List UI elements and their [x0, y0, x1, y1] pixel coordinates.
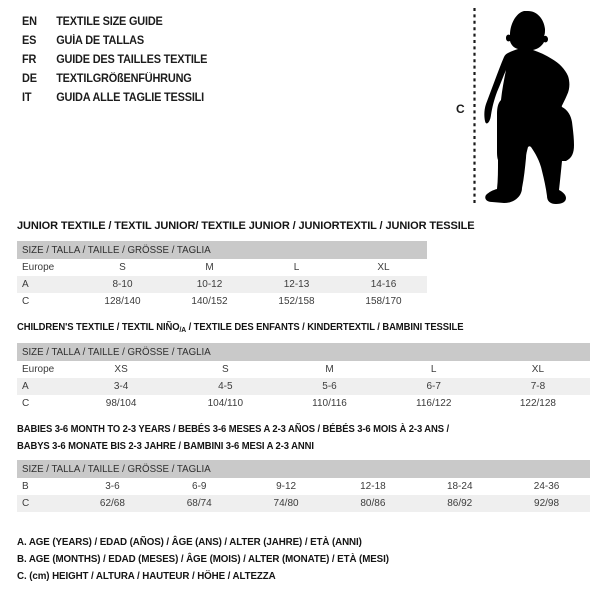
size-cell: S [119, 262, 126, 273]
language-title: GUIDE DES TAILLES TEXTILE [56, 53, 208, 66]
legend-line-a: A. AGE (YEARS) / EDAD (AÑOS) / ÂGE (ANS) / ALTER (JAHRE) / ETÀ (ANNI) [17, 535, 362, 548]
section-title-babies-line2: BABYS 3-6 MONATE BIS 2-3 JAHRE / BAMBINI 3-6 MESI A 2-3 ANNI [17, 440, 314, 452]
row-label: Europe [22, 364, 55, 375]
row-label: Europe [22, 262, 55, 273]
size-header-bar [17, 460, 590, 478]
measure-label-c: C [456, 102, 465, 116]
size-cell: M [205, 262, 214, 273]
language-title: GUIDA ALLE TAGLIE TESSILI [56, 91, 204, 104]
height-cell: 140/152 [191, 296, 228, 307]
months-cell: 18-24 [446, 481, 473, 492]
section-title-childrens [17, 321, 463, 336]
height-cell: 110/116 [312, 398, 347, 409]
height-cell: 62/68 [99, 498, 125, 509]
language-row-en [22, 12, 207, 31]
size-cell: S [221, 364, 229, 375]
height-cell: 98/104 [105, 398, 137, 409]
babies-size-table [17, 460, 590, 512]
size-cell: XL [531, 364, 545, 375]
size-header-text: SIZE / TALLA / TAILLE / GRÖSSE / TAGLIA [22, 346, 211, 358]
table-row-age [17, 276, 427, 293]
size-cell: M [325, 364, 334, 375]
legend-line-c: C. (cm) HEIGHT / ALTURA / HAUTEUR / HÖHE / ALTEZZA [17, 569, 276, 582]
table-row-europe [17, 361, 590, 378]
childrens-size-table [17, 343, 590, 412]
months-cell: 6-9 [192, 481, 207, 492]
table-row-height [17, 495, 590, 512]
table-row-age [17, 378, 590, 395]
table-row-europe [17, 259, 427, 276]
legend-line-b: B. AGE (MONTHS) / EDAD (MESES) / ÂGE (MOIS) / ALTER (MONATE) / ETÀ (MESI) [17, 552, 389, 565]
height-cell: 92/98 [534, 498, 560, 509]
age-cell: 8-10 [112, 279, 133, 290]
language-title: TEXTILE SIZE GUIDE [56, 15, 163, 28]
language-row-es [22, 31, 207, 50]
age-cell: 10-12 [196, 279, 223, 290]
months-cell: 12-18 [360, 481, 386, 492]
language-list [22, 12, 217, 107]
language-code: ES [22, 34, 37, 47]
language-title: GUÍA DE TALLAS [56, 34, 144, 47]
age-cell: 6-7 [426, 381, 441, 392]
row-label: C [22, 398, 30, 409]
age-cell: 3-4 [113, 381, 129, 392]
height-cell: 122/128 [519, 398, 556, 409]
title-subscript: /A [179, 325, 187, 334]
language-row-it [22, 88, 207, 107]
age-cell: 12-13 [283, 279, 310, 290]
height-cell: 158/170 [365, 296, 402, 307]
months-cell: 9-12 [276, 481, 297, 492]
size-cell: L [293, 262, 300, 273]
table-row-height [17, 395, 590, 412]
size-header-text: SIZE / TALLA / TAILLE / GRÖSSE / TAGLIA [22, 244, 211, 256]
language-row-de [22, 69, 207, 88]
language-code: IT [22, 91, 32, 104]
table-row-height [17, 293, 427, 310]
row-label: C [22, 296, 30, 307]
section-title-babies-line1: BABIES 3-6 MONTH TO 2-3 YEARS / BEBÉS 3-6 MESES A 2-3 AÑOS / BÉBÉS 3-6 MOIS À 2-3 ANS / [17, 423, 450, 435]
row-label: B [22, 481, 29, 492]
height-cell: 68/74 [186, 498, 212, 509]
table-row-months [17, 478, 590, 495]
row-label: A [22, 381, 29, 392]
junior-size-table [17, 241, 427, 310]
language-code: DE [22, 72, 37, 85]
size-cell: L [430, 364, 437, 375]
language-code: FR [22, 53, 37, 66]
height-cell: 86/92 [447, 498, 473, 509]
age-cell: 5-6 [322, 381, 337, 392]
height-cell: 104/110 [207, 398, 243, 409]
size-cell: XS [114, 364, 128, 375]
size-header-bar [17, 241, 427, 259]
row-label: A [22, 279, 29, 290]
height-cell: 116/122 [416, 398, 452, 409]
age-cell: 7-8 [530, 381, 546, 392]
section-title-junior: JUNIOR TEXTILE / TEXTIL JUNIOR/ TEXTILE JUNIOR / JUNIORTEXTIL / JUNIOR TESSILE [17, 220, 475, 232]
height-measure-dotted-line [472, 8, 477, 206]
language-code: EN [22, 15, 37, 28]
toddler-silhouette-icon [482, 4, 590, 206]
size-header-bar [17, 343, 590, 361]
language-title: TEXTILGRÖßENFÜHRUNG [56, 72, 192, 85]
height-cell: 128/140 [104, 296, 141, 307]
title-text: CHILDREN'S TEXTILE / TEXTIL NIÑO [17, 321, 180, 333]
measurement-legend [17, 533, 417, 584]
height-cell: 80/86 [360, 498, 386, 509]
title-text: / TEXTILE DES ENFANTS / KINDERTEXTIL / BAMBINI TESSILE [186, 321, 464, 333]
months-cell: 24-36 [533, 481, 560, 492]
language-row-fr [22, 50, 207, 69]
height-cell: 74/80 [273, 498, 299, 509]
months-cell: 3-6 [105, 481, 120, 492]
size-cell: XL [377, 262, 390, 273]
size-header-text: SIZE / TALLA / TAILLE / GRÖSSE / TAGLIA [22, 463, 211, 475]
height-cell: 152/158 [278, 296, 315, 307]
age-cell: 4-5 [218, 381, 233, 392]
age-cell: 14-16 [370, 279, 397, 290]
row-label: C [22, 498, 30, 509]
